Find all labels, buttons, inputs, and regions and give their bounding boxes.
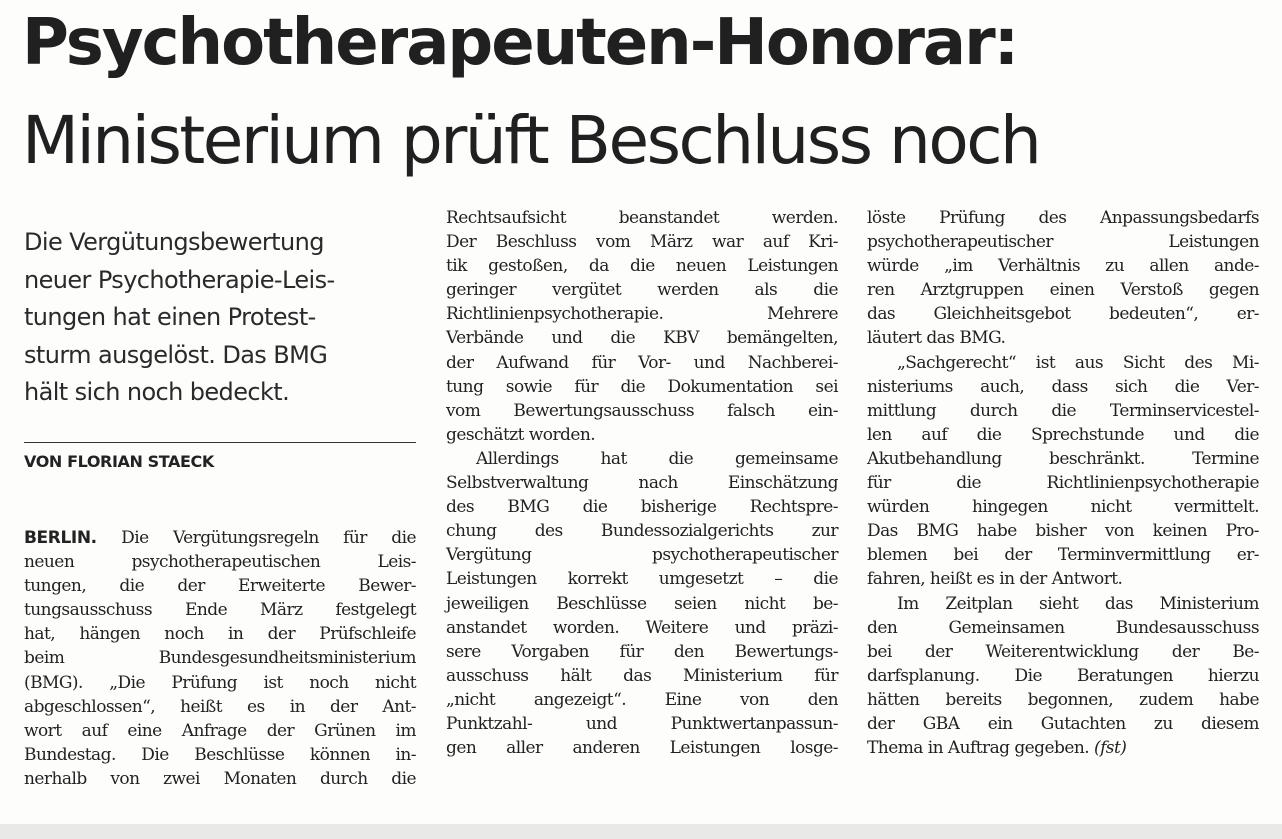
teaser-line: Die Vergütungsbewertung: [24, 228, 324, 256]
body-line: ren Arztgruppen einen Verstoß gegen: [867, 280, 1259, 301]
teaser-line: sturm ausgelöst. Das BMG: [24, 340, 328, 369]
body-line: geschätzt worden.: [446, 424, 596, 445]
body-line: Das BMG habe bisher von keinen Pro-: [867, 521, 1259, 542]
article-column-3: [867, 206, 1259, 760]
body-line: Rechtsaufsicht beanstandet werden.: [446, 208, 838, 228]
article-column-1: [24, 526, 416, 791]
body-line: würden hingegen nicht vermittelt.: [867, 497, 1259, 518]
body-line: jeweiligen Beschlüsse seien nicht be-: [446, 593, 838, 614]
body-line: den Gemeinsamen Bundesausschuss: [867, 617, 1259, 638]
body-line: Im Zeitplan sieht das Ministerium: [897, 593, 1259, 614]
body-line: chung des Bundessozialgerichts zur: [446, 521, 838, 542]
body-line: abgeschlossen“, heißt es in der Ant-: [24, 696, 416, 717]
body-line: nerhalb von zwei Monaten durch die: [24, 768, 416, 789]
body-line: Allerdings hat die gemeinsame: [476, 448, 838, 469]
body-line: der GBA ein Gutachten zu diesem: [867, 713, 1259, 734]
body-line: Richtlinienpsychotherapie. Mehrere: [446, 304, 838, 325]
headline-main: Psychotherapeuten-Honorar:: [22, 6, 1018, 80]
body-line: vom Bewertungsausschuss falsch ein-: [446, 400, 838, 421]
article-column-2: [446, 206, 838, 760]
body-line: Bundestag. Die Beschlüsse können in-: [24, 744, 416, 765]
author-signature: (fst): [1093, 738, 1127, 759]
body-line: „nicht angezeigt“. Eine von den: [446, 689, 838, 710]
body-line: würde „im Verhältnis zu allen ande-: [867, 256, 1259, 277]
body-line: beim Bundesgesundheitsministerium: [24, 648, 416, 669]
body-line: Verbände und die KBV bemängelten,: [446, 328, 838, 349]
byline: VON FLORIAN STAECK: [24, 452, 214, 471]
teaser-line: hält sich noch bedeckt.: [24, 378, 290, 406]
body-line: ausschuss hält das Ministerium für: [446, 665, 838, 686]
body-line: Selbstverwaltung nach Einschätzung: [446, 473, 838, 494]
body-line-text: Die Vergütungsregeln für die: [96, 528, 416, 548]
body-line: „Sachgerecht“ ist aus Sicht des Mi-: [897, 352, 1259, 373]
body-line: (BMG). „Die Prüfung ist noch nicht: [24, 672, 416, 693]
body-line: [867, 736, 1259, 760]
body-line: gen aller anderen Leistungen losge-: [446, 738, 838, 759]
body-line: Punktzahl- und Punktwertanpassun-: [446, 713, 838, 734]
body-line: Leistungen korrekt umgesetzt – die: [446, 569, 838, 590]
body-line: wort auf eine Anfrage der Grünen im: [24, 720, 416, 741]
body-line: hat, hängen noch in der Prüfschleife: [24, 624, 416, 645]
body-line: der Aufwand für Vor- und Nachberei-: [446, 352, 838, 373]
teaser: [24, 224, 424, 412]
body-line: läutert das BMG.: [867, 328, 1006, 349]
body-line: neuen psychotherapeutischen Leis-: [24, 552, 416, 573]
dateline: BERLIN.: [24, 528, 97, 548]
teaser-line: tungen hat einen Protest-: [24, 303, 316, 331]
body-line: löste Prüfung des Anpassungsbedarfs: [867, 208, 1259, 228]
body-line: für die Richtlinienpsychotherapie: [867, 473, 1259, 494]
body-line: Vergütung psychotherapeutischer: [446, 545, 838, 566]
body-line: anstandet worden. Weitere und präzi-: [446, 617, 838, 638]
body-line: len auf die Sprechstunde und die: [867, 424, 1259, 445]
body-line: hätten bereits begonnen, zudem habe: [867, 689, 1259, 710]
body-line: tung sowie für die Dokumentation sei: [446, 376, 838, 397]
teaser-line: neuer Psychotherapie-Leis-: [24, 265, 335, 294]
body-line: sere Vorgaben für den Bewertungs-: [446, 641, 838, 662]
body-line: bei der Weiterentwicklung der Be-: [867, 641, 1259, 662]
body-line: nisteriums auch, dass sich die Ver-: [867, 376, 1259, 397]
body-line: blemen bei der Terminvermittlung er-: [867, 545, 1259, 566]
body-line: tungsausschuss Ende März festgelegt: [24, 600, 416, 621]
body-line: fahren, heißt es in der Antwort.: [867, 569, 1123, 590]
byline-divider: [24, 442, 416, 443]
body-line: Der Beschluss vom März war auf Kri-: [446, 232, 838, 253]
body-line: tik gestoßen, da die neuen Leistungen: [446, 256, 838, 277]
body-line: Akutbehandlung beschränkt. Termine: [867, 448, 1259, 469]
body-line: darfsplanung. Die Beratungen hierzu: [867, 665, 1259, 686]
body-line-text: Thema in Auftrag gegeben.: [867, 738, 1094, 759]
body-line: tungen, die der Erweiterte Bewer-: [24, 576, 416, 597]
body-line: psychotherapeutischer Leistungen: [867, 232, 1259, 253]
bottom-edge-strip: [0, 824, 1282, 839]
body-line: mittlung durch die Terminservicestel-: [867, 400, 1259, 421]
body-line: des BMG die bisherige Rechtspre-: [446, 497, 838, 518]
body-line: [24, 526, 416, 550]
body-line: geringer vergütet werden als die: [446, 280, 838, 301]
body-line: das Gleichheitsgebot bedeuten“, er-: [867, 304, 1259, 325]
headline-sub: Ministerium prüft Beschluss noch: [22, 102, 1040, 179]
